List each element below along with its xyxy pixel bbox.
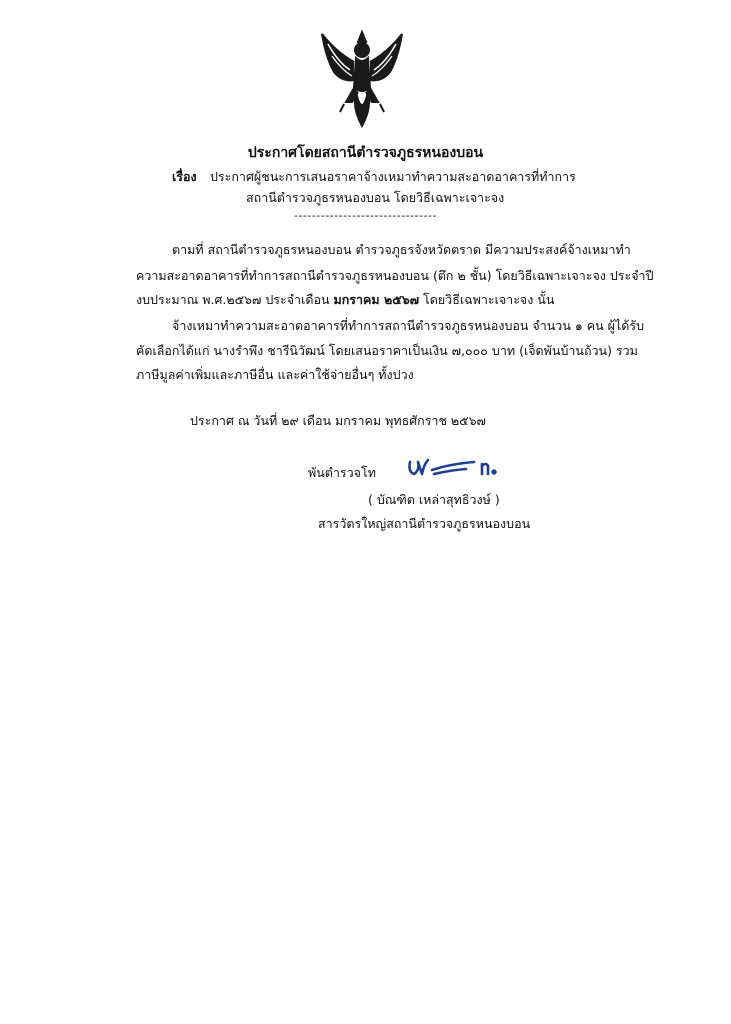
- paragraph-1-line-2: ความสะอาดอาคารที่ทำการสถานีตำรวจภูธรหนองบอน (ตึก ๒ ชั้น) โดยวิธีเฉพาะเจาะจง ประจำปี: [136, 268, 654, 283]
- paragraph-2-line-3: ภาษีมูลค่าเพิ่มและภาษีอื่น และค่าใช้จ่ายอื่นๆ ทั้งปวง: [136, 367, 414, 382]
- signer-name: ( บัณฑิต เหล่าสุทธิวงษ์ ): [368, 492, 500, 507]
- announce-date: ประกาศ ณ วันที่ ๒๙ เดือน มกราคม พุทธศักราช ๒๕๖๗: [190, 413, 486, 428]
- garuda-emblem-icon: [316, 28, 408, 130]
- handwritten-signature: [404, 452, 504, 484]
- subject-text-line-2: สถานีตำรวจภูธรหนองบอน โดยวิธีเฉพาะเจาะจง: [246, 190, 505, 205]
- paragraph-1-line-1: ตามที่ สถานีตำรวจภูธรหนองบอน ตำรวจภูธรจังหวัดตราด มีความประสงค์จ้างเหมาทำ: [172, 242, 631, 257]
- paragraph-2-line-1: จ้างเหมาทำความสะอาดอาคารที่ทำการสถานีตำรวจภูธรหนองบอน จำนวน ๑ คน ผู้ได้รับ: [172, 318, 645, 333]
- paragraph-1-line-3-end: โดยวิธีเฉพาะเจาะจง นั้น: [423, 292, 555, 307]
- paragraph-2-line-2: คัดเลือกได้แก่ นางรำพึง ชารีนิวัฒน์ โดยเสนอราคาเป็นเงิน ๗,๐๐๐ บาท (เจ็ดพันบ้านถ้วน) รวม: [136, 343, 638, 358]
- signer-rank: พันตำรวจโท: [308, 465, 376, 480]
- signer-position: สารวัตรใหญ่สถานีตำรวจภูธรหนองบอน: [318, 516, 531, 531]
- subject-text-line-1: ประกาศผู้ชนะการเสนอราคาจ้างเหมาทำความสะอาดอาคารที่ทำการ: [210, 169, 576, 184]
- paragraph-1-line-3: [136, 290, 554, 310]
- paragraph-1-month-bold: มกราคม ๒๕๖๗: [333, 292, 420, 307]
- document-title: ประกาศโดยสถานีตำรวจภูธรหนองบอน: [247, 145, 484, 161]
- paragraph-1-line-3-start: งบประมาณ พ.ศ.๒๕๖๗ ประจำเดือน: [136, 292, 330, 307]
- subject-label: เรื่อง: [172, 169, 197, 184]
- divider-line: --------------------------------: [293, 209, 437, 222]
